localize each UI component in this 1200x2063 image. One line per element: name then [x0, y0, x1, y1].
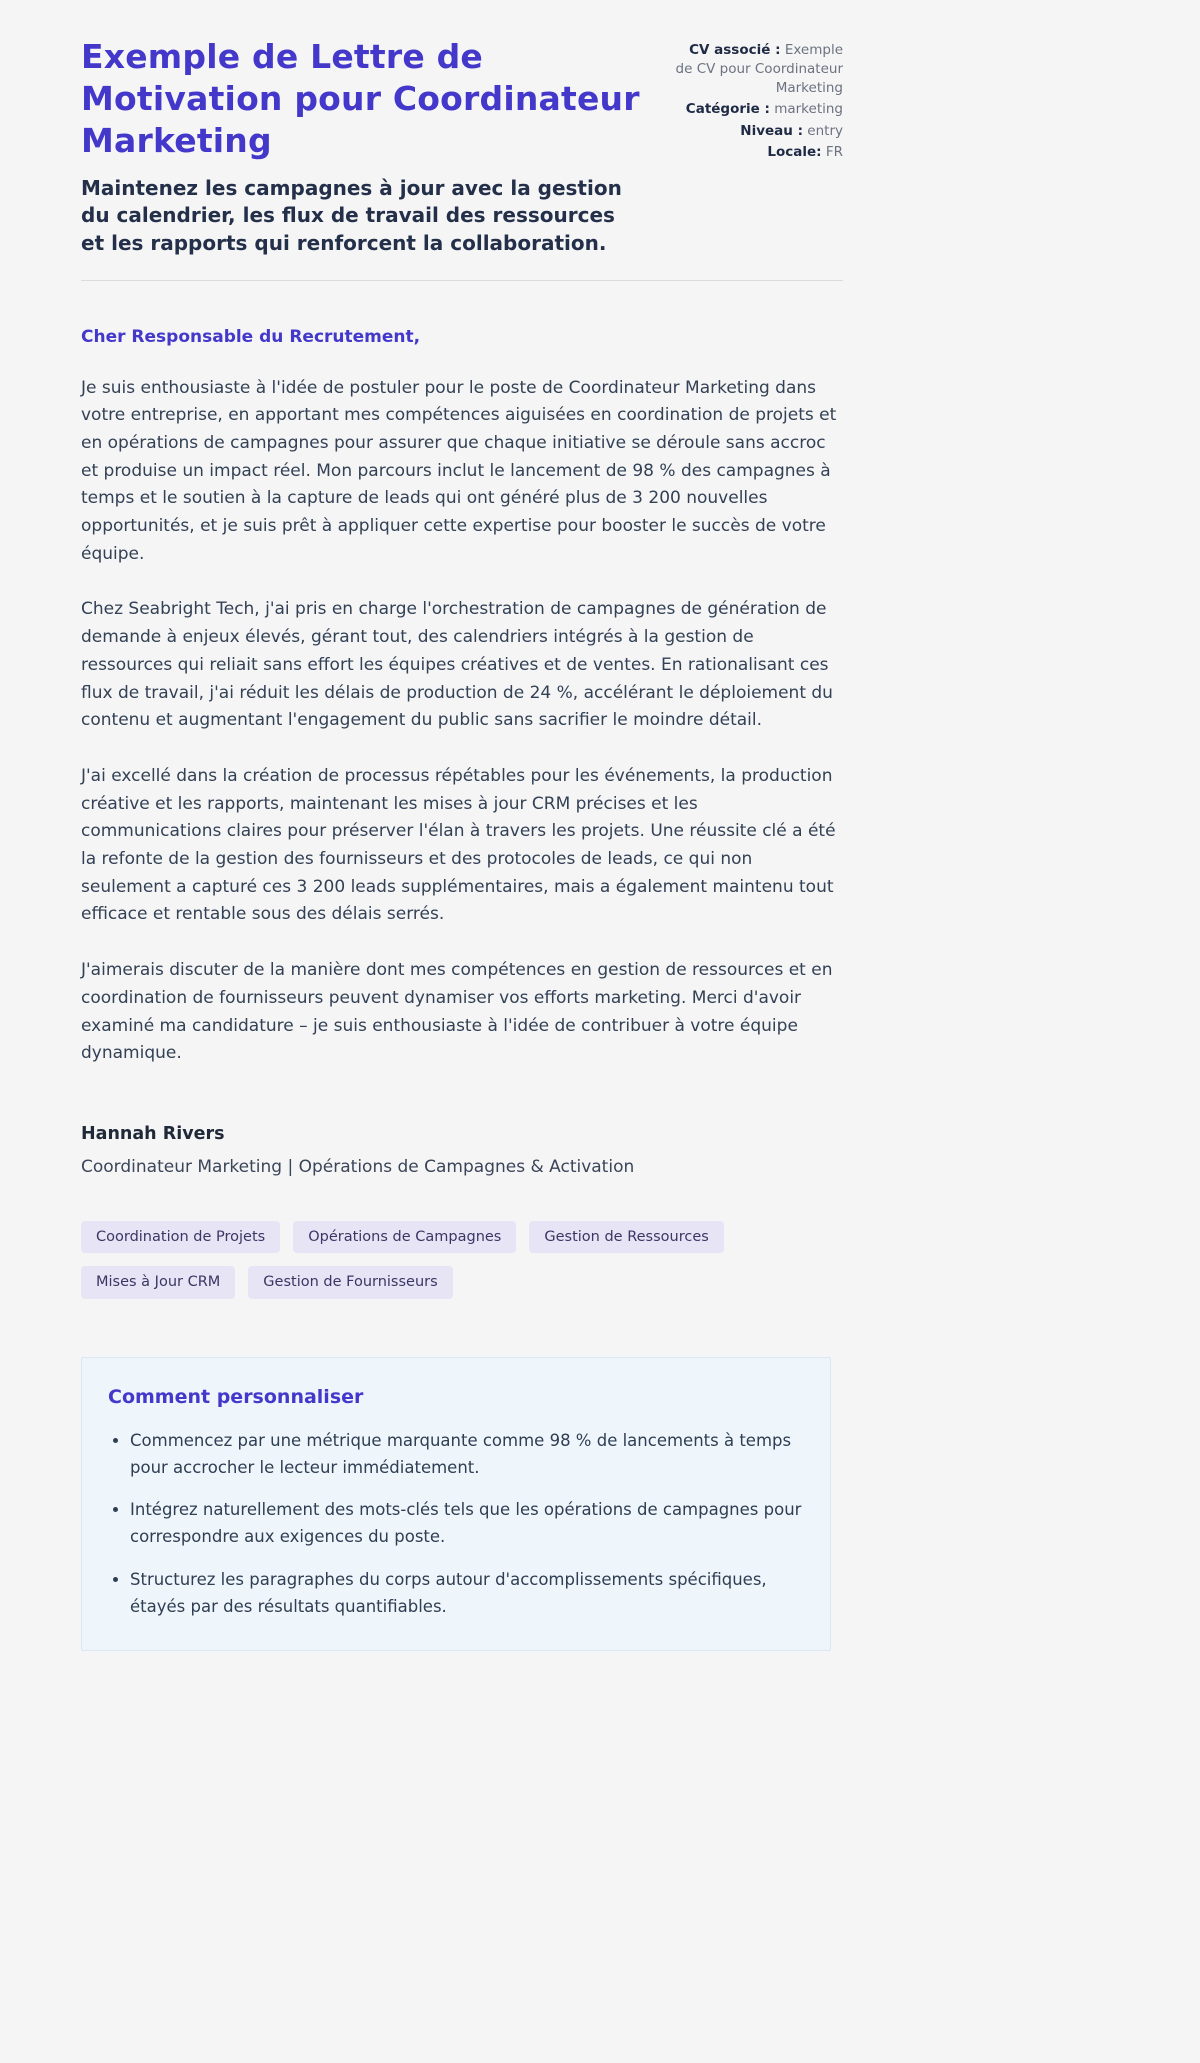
skill-tag[interactable]: Opérations de Campagnes	[293, 1221, 516, 1254]
meta-value-category: marketing	[774, 101, 843, 118]
tip-item: • Structurez les paragraphes du corps autour d'accomplissements spécifiques, étayés par des résultats quantifiables.	[130, 1567, 804, 1620]
meta-label-category: Catégorie :	[685, 101, 770, 118]
tip-item: • Commencez par une métrique marquante comme 98 % de lancements à temps pour accrocher le lecteur immédiatement.	[130, 1428, 804, 1481]
tips-title: Comment personnaliser	[108, 1385, 364, 1408]
meta-row-cv	[671, 41, 843, 98]
signature-title: Coordinateur Marketing | Opérations de Campagnes & Activation	[81, 1156, 635, 1177]
meta-row-category	[671, 100, 843, 119]
page-subtitle: Maintenez les campagnes à jour avec la gestion du calendrier, les flux de travail des ressources et les rapports qui renforcent la collaboration.	[81, 175, 622, 255]
meta-panel	[671, 36, 843, 164]
skill-tag[interactable]: Gestion de Ressources	[529, 1221, 723, 1254]
skill-tags	[81, 1221, 801, 1299]
meta-label-cv: CV associé :	[689, 42, 781, 58]
letter-paragraph: Chez Seabright Tech, j'ai pris en charge l'orchestration de campagnes de génération de demande à enjeux élevés, gérant tout, des calendriers intégrés à la gestion de ressources qui reliait sans effort les équipes créatives et de ventes. En rationalisant ces flux de travail, j'ai réduit les délais de production de 24 %, accélérant le déploiement du contenu et augmentant l'engagement du public sans sacrifier le moindre détail.	[81, 599, 833, 731]
meta-row-level	[671, 122, 843, 141]
meta-label-locale: Locale:	[767, 143, 822, 160]
page-container	[81, 0, 843, 1651]
meta-value-level: entry	[807, 122, 843, 139]
letter-paragraph: Je suis enthousiaste à l'idée de postuler pour le poste de Coordinateur Marketing dans votre entreprise, en apportant mes compétences aiguisées en coordination de projets et en opérations de campagnes pour assurer que chaque initiative se déroule sans accroc et produise un impact réel. Mon parcours inclut le lancement de 98 % des campagnes à temps et le soutien à la capture de leads qui ont généré plus de 3 200 nouvelles opportunités, et je suis prêt à appliquer cette expertise pour booster le succès de votre équipe.	[81, 377, 837, 564]
page-title: Exemple de Lettre de Motivation pour Coordinateur Marketing	[81, 37, 640, 160]
tips-list	[108, 1428, 804, 1620]
header-divider	[81, 280, 843, 281]
letter-salutation: Cher Responsable du Recrutement,	[81, 326, 421, 347]
meta-label-level: Niveau :	[740, 122, 803, 139]
letter-paragraph: J'aimerais discuter de la manière dont mes compétences en gestion de ressources et en coordination de fournisseurs peuvent dynamiser vos efforts marketing. Merci d'avoir examiné ma candidature – je suis enthousiaste à l'idée de contribuer à votre équipe dynamique.	[81, 960, 833, 1064]
skill-tag[interactable]: Coordination de Projets	[81, 1221, 280, 1254]
letter-body	[81, 327, 843, 1177]
tip-item: • Intégrez naturellement des mots-clés tels que les opérations de campagnes pour correspondre aux exigences du poste.	[130, 1497, 804, 1550]
skill-tag[interactable]: Gestion de Fournisseurs	[248, 1266, 452, 1299]
customization-tips-box	[81, 1357, 831, 1651]
meta-value-locale: FR	[825, 143, 843, 160]
meta-value-cv-link[interactable]: Exemple de CV pour Coordinateur Marketing	[675, 42, 843, 97]
skill-tag[interactable]: Mises à Jour CRM	[81, 1266, 235, 1299]
letter-paragraph: J'ai excellé dans la création de processus répétables pour les événements, la production créative et les rapports, maintenant les mises à jour CRM précises et les communications claires pour préserver l'élan à travers les projets. Une réussite clé a été la refonte de la gestion des fournisseurs et des protocoles de leads, ce qui non seulement a capturé ces 3 200 leads supplémentaires, mais a également maintenu tout efficace et rentable sous des délais serrés.	[81, 765, 836, 925]
meta-row-locale	[671, 143, 843, 162]
header-titles	[81, 36, 643, 258]
page-header	[81, 36, 843, 258]
signature-name: Hannah Rivers	[81, 1123, 225, 1144]
